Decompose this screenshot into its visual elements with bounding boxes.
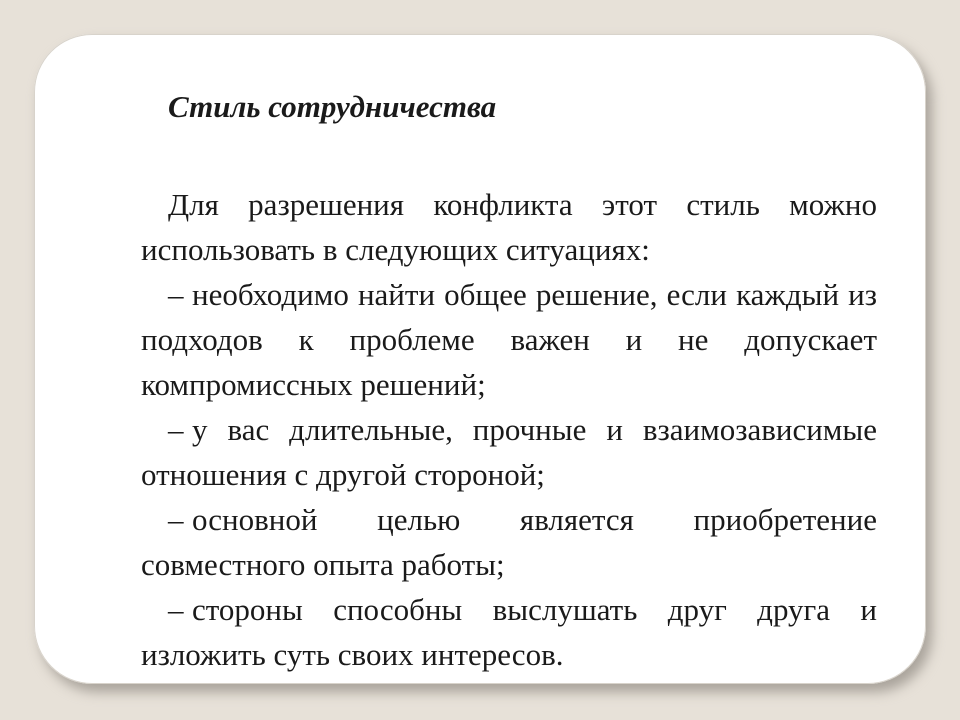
slide-card — [34, 34, 926, 684]
intro-paragraph: Для разрешения конфликта этот стиль можно использовать в следующих ситуациях: — [141, 187, 877, 267]
bullet-dash: – — [168, 412, 184, 447]
list-item — [141, 272, 877, 407]
title-spacer — [141, 136, 877, 182]
list-item-text: основной целью является приобретение совместного опыта работы; — [141, 502, 877, 582]
list-item-text: у вас длительные, прочные и взаимозависимые отношения с другой стороной; — [141, 412, 877, 492]
list-item — [141, 407, 877, 497]
list-item — [141, 587, 877, 677]
bullet-dash: – — [168, 592, 184, 627]
slide-title: Стиль сотрудничества — [168, 89, 497, 124]
list-item — [141, 497, 877, 587]
slide-content — [141, 78, 877, 677]
bullet-dash: – — [168, 502, 184, 537]
list-item-text: стороны способны выслушать друг друга и изложить суть своих интересов. — [141, 592, 877, 672]
bullet-dash: – — [168, 277, 184, 312]
list-item-text: необходимо найти общее решение, если каждый из подходов к проблеме важен и не допускает компромиссных решений; — [141, 277, 877, 402]
